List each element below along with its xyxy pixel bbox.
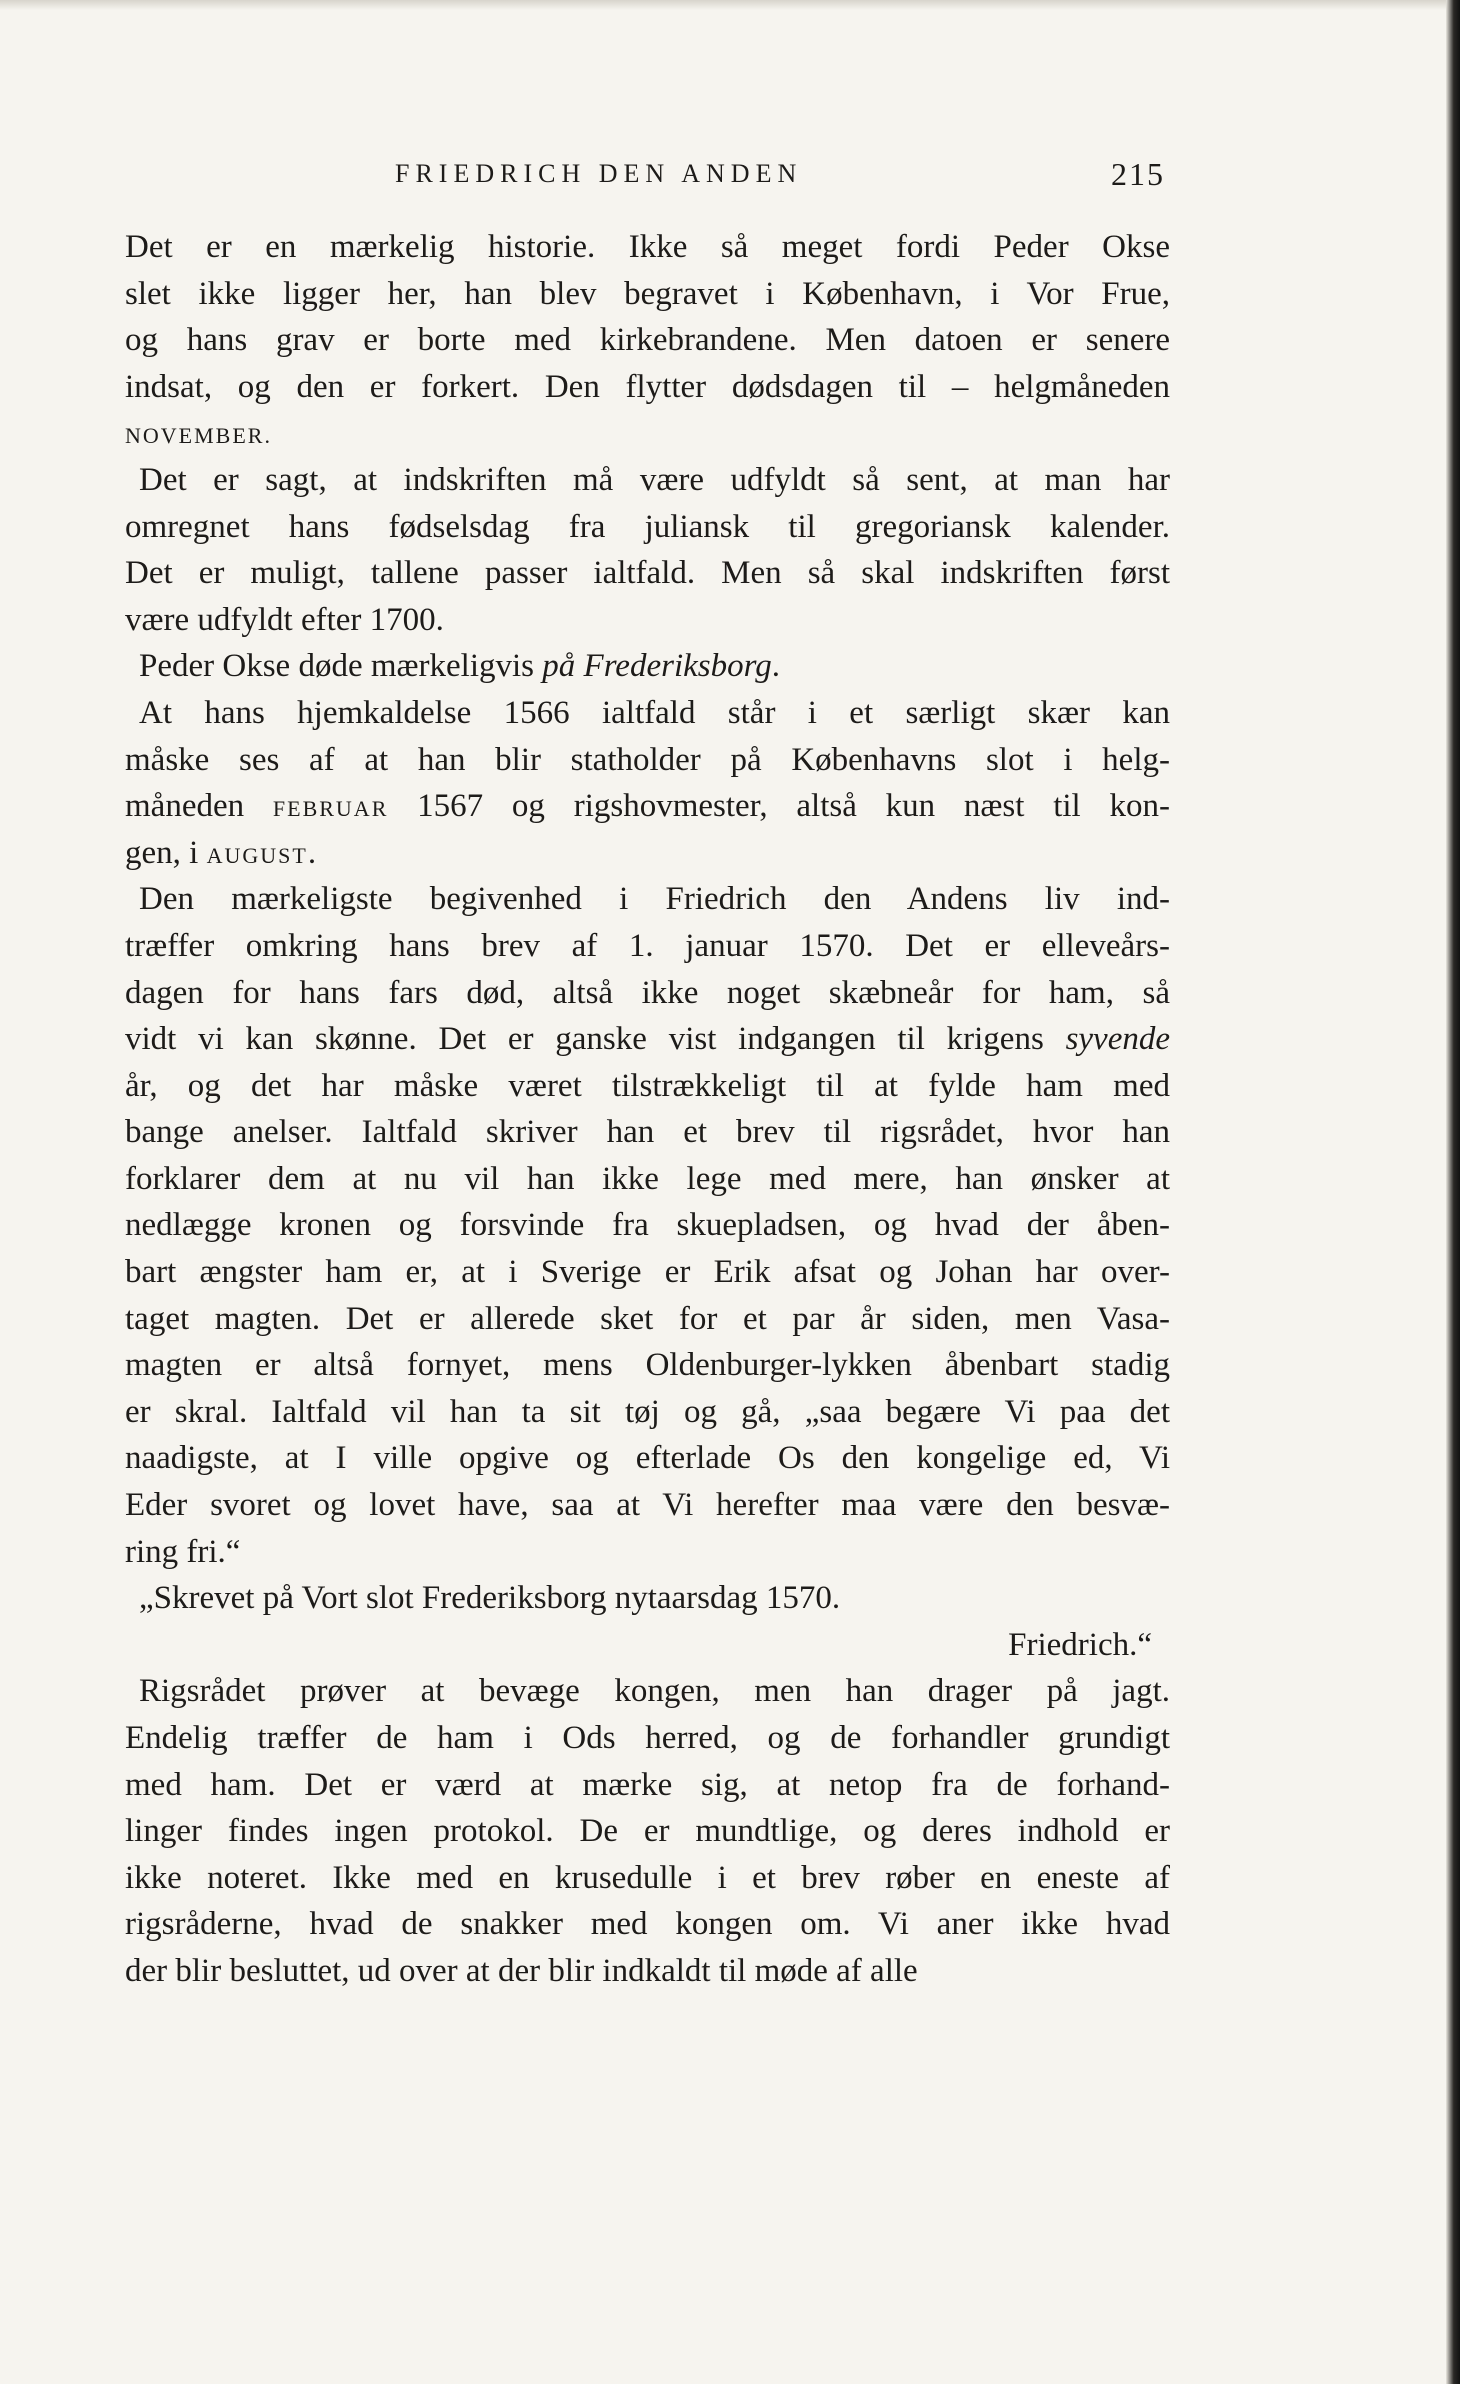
small-caps-text: AUGUST — [206, 842, 308, 868]
text-line — [125, 1202, 1170, 1249]
line-text: rigsråderne, hvad de snakker med kongen om. Vi aner ikke hvad — [125, 1906, 1170, 1943]
line-text: indsat, og den er forkert. Den flytter dødsdagen til – helgmåneden — [125, 368, 1170, 405]
line-text: Den mærkeligste begivenhed i Friedrich den Andens liv ind- — [139, 881, 1170, 918]
text-line — [125, 1901, 1170, 1948]
text-line — [125, 1948, 1170, 1995]
text-line — [125, 1389, 1170, 1436]
text-line — [125, 504, 1170, 551]
line-text: Endelig træffer de ham i Ods herred, og de forhandler grundigt — [125, 1720, 1170, 1756]
line-text: Det er muligt, tallene passer ialtfald. Men så skal indskriften først — [125, 555, 1170, 592]
line-text: og hans grav er borte med kirkebrandene. Men datoen er senere — [125, 322, 1170, 359]
text-line — [125, 876, 1170, 923]
line-text: Rigsrådet prøver at bevæge kongen, men han drager på jagt. — [139, 1673, 1170, 1710]
text-line — [125, 597, 1170, 644]
line-text: dagen for hans fars død, altså ikke noget skæbneår for ham, så — [125, 974, 1170, 1011]
text-line — [125, 457, 1170, 504]
text-line — [125, 550, 1170, 597]
italic-text: på Frederiksborg — [542, 648, 772, 685]
body-text — [125, 224, 1170, 1995]
text-line — [125, 1249, 1170, 1296]
line-text: være udfyldt efter 1700. — [125, 601, 444, 638]
text-line — [125, 224, 1170, 271]
line-text: træffer omkring hans brev af 1. januar 1570. Det er elleveårs- — [125, 927, 1170, 964]
line-text: taget magten. Det er allerede sket for et par år siden, men Vasa- — [125, 1300, 1170, 1337]
text-line — [125, 830, 1170, 877]
line-text: måske ses af at han blir statholder på Københavns slot i helg- — [125, 741, 1170, 778]
line-text: vidt vi kan skønne. Det er ganske vist indgangen til krigens — [125, 1021, 1066, 1058]
text-line — [125, 1762, 1170, 1809]
line-text: Friedrich.“ — [1008, 1626, 1152, 1663]
page-number: 215 — [1111, 156, 1165, 192]
text-line — [125, 1855, 1170, 1902]
line-text: med ham. Det er værd at mærke sig, at netop fra de forhand- — [125, 1766, 1170, 1803]
text-line — [125, 1342, 1170, 1389]
line-text: er skral. Ialtfald vil han ta sit tøj og gå, „saa begære Vi paa det — [125, 1393, 1170, 1430]
text-line — [125, 1575, 1170, 1622]
text-line — [125, 271, 1170, 318]
text-line — [125, 1808, 1170, 1855]
line-text: Det er en mærkelig historie. Ikke så meget fordi Peder Okse — [125, 229, 1170, 265]
line-text: måneden — [125, 788, 273, 825]
page-top-shadow — [0, 0, 1460, 10]
line-text: bange anelser. Ialtfald skriver han et brev til rigsrådet, hvor han — [125, 1114, 1170, 1151]
text-line — [125, 1715, 1170, 1762]
line-text: nedlægge kronen og forsvinde fra skuepladsen, og hvad der åben- — [125, 1207, 1170, 1244]
line-text: . — [307, 834, 317, 871]
text-line — [125, 410, 1170, 457]
text-line — [125, 1063, 1170, 1110]
page-binding-edge — [1446, 0, 1460, 2384]
small-caps-text: NOVEMBER. — [125, 423, 272, 449]
line-text: forklarer dem at nu vil han ikke lege med mere, han ønsker at — [125, 1160, 1170, 1197]
text-line — [125, 1435, 1170, 1482]
text-line — [125, 737, 1170, 784]
line-text: At hans hjemkaldelse 1566 ialtfald står i et særligt skær kan — [139, 694, 1170, 731]
text-line — [125, 1109, 1170, 1156]
text-line — [125, 783, 1170, 830]
text-line — [125, 364, 1170, 411]
text-line — [125, 1156, 1170, 1203]
line-text: magten er altså fornyet, mens Oldenburger-lykken åbenbart stadig — [125, 1347, 1170, 1384]
line-text: ikke noteret. Ikke med en krusedulle i et brev røber en eneste af — [125, 1859, 1170, 1896]
running-title: FRIEDRICH DEN ANDEN — [395, 159, 803, 188]
text-line — [125, 1482, 1170, 1529]
line-text: linger findes ingen protokol. De er mundtlige, og deres indhold er — [125, 1813, 1170, 1850]
line-text: bart ængster ham er, at i Sverige er Erik afsat og Johan har over- — [125, 1254, 1170, 1291]
line-text: gen, i — [125, 834, 207, 871]
small-caps-text: FEBRUAR — [272, 796, 389, 822]
text-line — [125, 643, 1170, 690]
running-head — [395, 156, 1165, 192]
text-line — [125, 1622, 1170, 1669]
line-text: „Skrevet på Vort slot Frederiksborg nytaarsdag 1570. — [139, 1580, 841, 1617]
line-text: ring fri.“ — [125, 1533, 241, 1570]
italic-text: syvende — [1065, 1021, 1170, 1058]
text-line — [125, 1529, 1170, 1576]
line-text: omregnet hans fødselsdag fra juliansk til gregoriansk kalender. — [125, 508, 1170, 545]
text-line — [125, 1668, 1170, 1715]
line-text: naadigste, at I ville opgive og efterlade Os den kongelige ed, Vi — [125, 1440, 1170, 1477]
line-text: Peder Okse døde mærkeligvis — [139, 648, 543, 685]
line-text: der blir besluttet, ud over at der blir indkaldt til møde af alle — [125, 1952, 918, 1989]
line-text: slet ikke ligger her, han blev begravet i København, i Vor Frue, — [125, 275, 1170, 312]
line-text: . — [771, 648, 780, 685]
line-text: Eder svoret og lovet have, saa at Vi herefter maa være den besvæ- — [125, 1487, 1170, 1524]
text-line — [125, 923, 1170, 970]
text-line — [125, 1296, 1170, 1343]
line-text: år, og det har måske været tilstrækkeligt til at fylde ham med — [125, 1067, 1170, 1104]
text-line — [125, 317, 1170, 364]
line-text: 1567 og rigshovmester, altså kun næst til kon- — [388, 788, 1170, 825]
text-line — [125, 1016, 1170, 1063]
text-line — [125, 970, 1170, 1017]
line-text: Det er sagt, at indskriften må være udfyldt så sent, at man har — [139, 461, 1170, 498]
text-line — [125, 690, 1170, 737]
